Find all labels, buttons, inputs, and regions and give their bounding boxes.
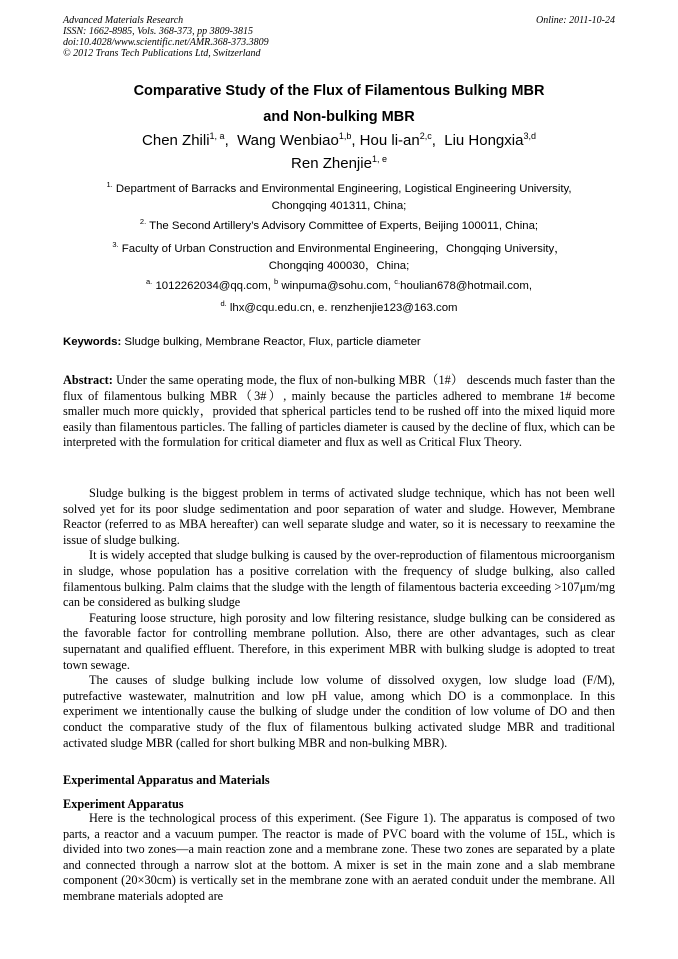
author-name: Liu Hongxia bbox=[444, 132, 524, 149]
author-name: Wang Wenbiao bbox=[237, 132, 339, 149]
affiliation-sup: 2. bbox=[139, 217, 147, 226]
title-line-2: and Non-bulking MBR bbox=[263, 109, 415, 125]
author-sup: 2,c bbox=[419, 131, 432, 141]
paragraph: The causes of sludge bulking include low volume of dissolved oxygen, low sludge load (F/M), putrefactive wastewater, malnutrition and low pH value, among which DO is a commonplace. In this experiment we intentionally cause the bulking of sludge under the condition of low volume of DO and then conduct the comparative study of the flux of filamentous bulking activated sludge MBR and traditional activated sludge MBR (called for short bulking MBR and non-bulking MBR). bbox=[63, 673, 615, 750]
affiliation-text: Department of Barracks and Environmental Engineering, Logistical Engineering University, bbox=[115, 183, 572, 195]
abstract-label: Abstract: bbox=[63, 373, 113, 387]
author-line-2 bbox=[63, 154, 615, 174]
author-name: Chen Zhili bbox=[142, 132, 210, 149]
paper-title bbox=[63, 82, 615, 126]
abstract-text: Under the same operating mode, the flux of non-bulking MBR（1#） descends much faster than the flux of filamentous bulking MBR（3#）, mainly because the particles adhered to membrane 1# become smaller much more quickly，provided that spherical particles tend to be rushed off into the mixed liquid more easily than filamentous particles. The falling of particles diameter is caused by the decline of flux, which can be interpreted with the formulation for critical diameter and flux as well as Critical Flux Theory. bbox=[63, 373, 615, 450]
paragraph: It is widely accepted that sludge bulking is caused by the over-reproduction of filamentous microorganism in sludge, whose population has a positive correlation with the frequency of sludge bulking, also called filamentous bulking. Palm claims that the sludge with the length of filamentous bacteria exceeding >107μm/mg can be considered as bulking sludge bbox=[63, 548, 615, 610]
keywords-label: Keywords: bbox=[63, 336, 122, 348]
copyright-line: © 2012 Trans Tech Publications Ltd, Switzerland bbox=[63, 48, 261, 59]
intro-body bbox=[63, 486, 615, 751]
email-sup: a. bbox=[146, 277, 153, 286]
author-name: Ren Zhenjie bbox=[291, 155, 372, 172]
affiliation-text: Chongqing 400030，China; bbox=[268, 260, 410, 272]
author-list bbox=[63, 131, 615, 174]
email-sup: d. bbox=[220, 299, 227, 308]
affiliation-text: Faculty of Urban Construction and Environmental Engineering，Chongqing University， bbox=[121, 243, 566, 255]
online-date: Online: 2011-10-24 bbox=[536, 15, 615, 26]
author-sup: 3,d bbox=[523, 131, 536, 141]
author-sup: 1,b bbox=[338, 131, 352, 141]
paragraph: Here is the technological process of this experiment. (See Figure 1). The apparatus is composed of two parts, a reactor and a vacuum pumper. The reactor is made of PVC board with the volume of 15L, which is divided into two zones—a main reaction zone and a membrane zone. These two zones are separated by a plate and connected through a narrow slot at the bottom. A mixer is set in the main zone and a slab membrane component (20×30cm) is vertically set in the membrane zone with an aerated conduit under the membrane. All membrane materials adopted are bbox=[63, 811, 615, 903]
email-sup: b bbox=[274, 277, 279, 286]
subsection-heading: Experiment Apparatus bbox=[63, 797, 184, 811]
abstract bbox=[63, 373, 615, 451]
affiliation-text: Chongqing 401311, China; bbox=[271, 200, 407, 212]
author-sup: 1, e bbox=[371, 154, 387, 164]
email-sup: c. bbox=[394, 277, 401, 286]
email-text: winpuma@sohu.com, bbox=[281, 280, 392, 292]
title-line-1: Comparative Study of the Flux of Filamentous Bulking MBR bbox=[133, 83, 545, 99]
email-text: houlian678@hotmail.com, bbox=[400, 280, 532, 292]
doi-line: doi:10.4028/www.scientific.net/AMR.368-373.3809 bbox=[63, 37, 269, 48]
email-line-2 bbox=[63, 300, 615, 317]
keywords bbox=[63, 335, 615, 350]
issn-line: ISSN: 1662-8985, Vols. 368-373, pp 3809-3815 bbox=[63, 26, 253, 37]
email-text: lhx@cqu.edu.cn, e. renzhenjie123@163.com bbox=[229, 302, 458, 314]
affiliation-3 bbox=[63, 241, 615, 275]
author-line-1: Chen Zhili$^{1, a}$, Wang Wenbiao$^{1,b}$, Hou li-an$^{2,c}$, Liu Hongxia$^{3,d}$ bbox=[142, 131, 536, 149]
paragraph: Featuring loose structure, high porosity and low filtering resistance, sludge bulking can be considered as the favorable factor for controlling membrane pollution. Also, there are other advantages, such as clear supernatant and qualified effluent. Therefore, in this experiment MBR with bulking sludge is adopted to treat town sewage. bbox=[63, 610, 615, 672]
affiliation-1 bbox=[63, 181, 615, 215]
affiliation-text: The Second Artillery’s Advisory Committee of Experts, Beijing 100011, China; bbox=[149, 220, 539, 232]
author-name: Hou li-an bbox=[359, 132, 420, 149]
affiliation-2 bbox=[63, 218, 615, 235]
author-sup: 1, a bbox=[209, 131, 225, 141]
apparatus-body bbox=[63, 811, 615, 905]
email-text: 1012262034@qq.com, bbox=[155, 280, 271, 292]
keywords-text: Sludge bulking, Membrane Reactor, Flux, particle diameter bbox=[124, 336, 421, 348]
section-heading: Experimental Apparatus and Materials bbox=[63, 773, 270, 787]
email-line-1 bbox=[63, 278, 615, 295]
paragraph: Sludge bulking is the biggest problem in terms of activated sludge technique, which has not been well solved yet for its poor sludge sedimentation and poor separation of water and sludge. However, Membrane Reactor (referred to as MBA hereafter) can well separate sludge and water, so it is necessary to reexamine the issue of sludge bulking. bbox=[63, 486, 615, 547]
journal-name: Advanced Materials Research bbox=[63, 15, 184, 26]
journal-header bbox=[63, 15, 615, 59]
affiliation-sup: 3. bbox=[112, 240, 119, 249]
affiliation-sup: 1. bbox=[106, 180, 113, 189]
